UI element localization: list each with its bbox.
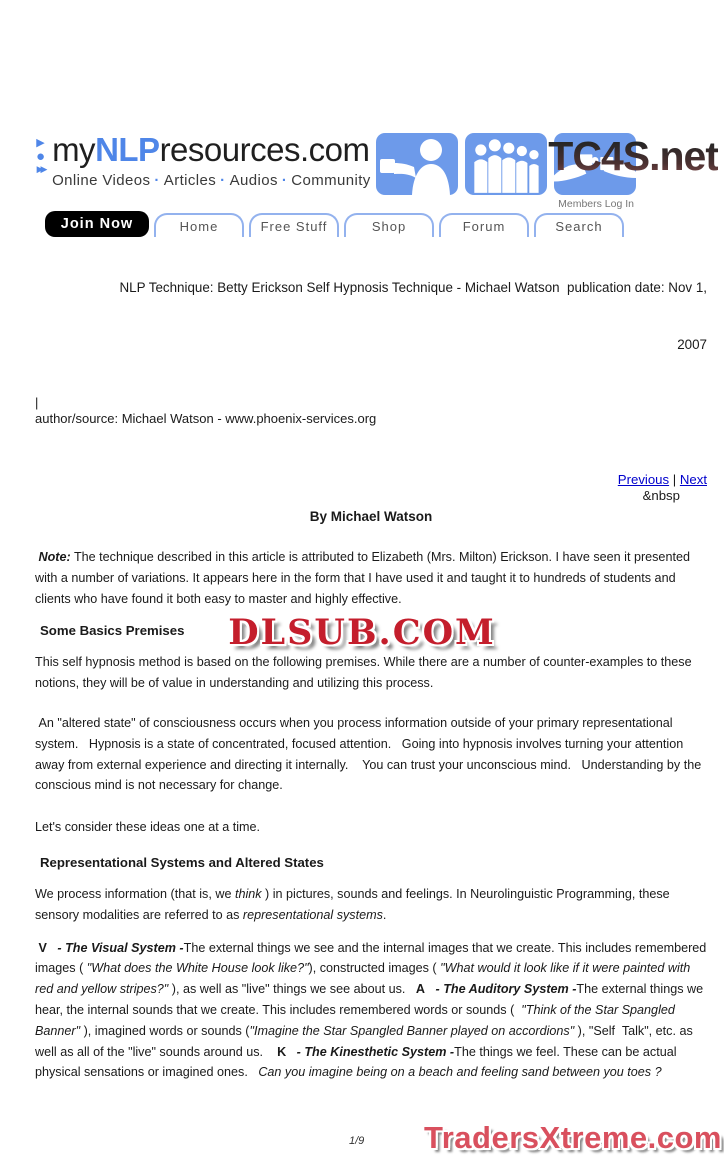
main-nav-tabs (0, 211, 724, 237)
article-title (35, 240, 707, 392)
header-image-community[interactable] (465, 133, 547, 195)
author-source-line: author/source: Michael Watson - www.phoenix-services.org (35, 411, 377, 426)
page-number: 1/9 (349, 1135, 365, 1147)
tagline-separator: · (154, 171, 160, 189)
article-byline: By Michael Watson (309, 509, 433, 524)
watermark-dlsub: DLSUB.COM (228, 612, 496, 653)
watermark-tradersxtreme: TradersXtreme.com (424, 1120, 722, 1155)
record-dot-icon: ● (36, 148, 46, 165)
tab-shop[interactable]: Shop (344, 213, 434, 237)
nbsp-artifact-text: &nbsp (642, 488, 680, 503)
tab-join-now[interactable]: Join Now (45, 211, 149, 237)
header-image-presenter[interactable] (376, 133, 458, 195)
next-link[interactable]: Next (679, 472, 707, 487)
consider-paragraph: Let's consider these ideas one at a time. (35, 820, 261, 835)
heading-some-basics-premises: Some Basics Premises (40, 623, 185, 639)
community-silhouette-icon (465, 133, 547, 195)
vak-systems-paragraph: V - The Visual System -The external things we see and the internal images that we create. This includes remembered images ( "What does the White House look like?"), constructed images ( "What would it look like if it were painted with red and yellow stripes?" ), as well as "live" things we see about us. A - The Auditory System -The external things we hear, the internal sounds that we create. This includes remembered words or sounds ( "Think of the Star Spangled Banner" ), imagined words or sounds ("Imagine the Star Spangled Banner played on accordions" ), "Self Talk", etc. as well as all of the "live" sounds around us. K - The Kinesthetic System -The things we feel. These can be actual physical sensations or imagined ones. Can you imagine being on a beach and feeling sand between you toes ? (35, 940, 710, 1080)
title-separator-pipe: | (35, 395, 39, 410)
premises-paragraph: This self hypnosis method is based on the following premises. While there are a number of counter-examples to these notions, they will be of value in understanding and utilizing this process. (35, 655, 696, 691)
play-icon: ▶ (36, 137, 45, 149)
logo-nlp-highlight: NLP (95, 131, 160, 168)
presenter-silhouette-icon (376, 133, 458, 195)
tab-home[interactable]: Home (154, 213, 244, 237)
link-divider: | (669, 472, 680, 487)
publication-year: 2007 (677, 337, 707, 352)
watermark-tc4s: TC4S.net (548, 133, 718, 179)
heading-representational-systems: Representational Systems and Altered States (40, 854, 324, 870)
altered-state-paragraph: An "altered state" of consciousness occurs when you process information outside of your primary representational system. Hypnosis is a state of concentrated, focused attention. Going into hypnosis involves turning your attention away from external experience and directing it internally. You can trust your unconscious mind. Understanding by the conscious mind is not necessary for change. (35, 715, 705, 793)
tab-search[interactable]: Search (534, 213, 624, 237)
site-logo[interactable] (36, 133, 371, 189)
tagline-separator: · (220, 171, 226, 189)
article-body (0, 240, 724, 1083)
tab-free-stuff[interactable]: Free Stuff (249, 213, 339, 237)
tab-forum[interactable]: Forum (439, 213, 529, 237)
process-information-paragraph: We process information (that is, we think ) in pictures, sounds and feelings. In Neurolinguistic Programming, these sensory modalities are referred to as representational systems. (35, 886, 674, 922)
tagline-separator: · (281, 171, 288, 189)
logo-tagline: Online Videos · Articles · Audios · Community (52, 171, 371, 189)
logo-text: myNLPresources.com (52, 131, 370, 168)
members-log-in-link[interactable]: Members Log In (558, 198, 634, 210)
fast-forward-icon: ▶▶ (36, 164, 45, 174)
media-player-icons (36, 133, 45, 189)
note-paragraph: Note: The technique described in this article is attributed to Elizabeth (Mrs. Milton) Erickson. I have seen it presented with a number of variations. It appears here in the form that I have used it and taught it to hundreds of students and clients who have found it both easy to master and highly effective. (35, 550, 694, 606)
previous-link[interactable]: Previous (617, 472, 670, 487)
article-title-line: NLP Technique: Betty Erickson Self Hypnosis Technique - Michael Watson publication date: Nov 1, (119, 280, 707, 295)
pagination-links (35, 472, 707, 488)
